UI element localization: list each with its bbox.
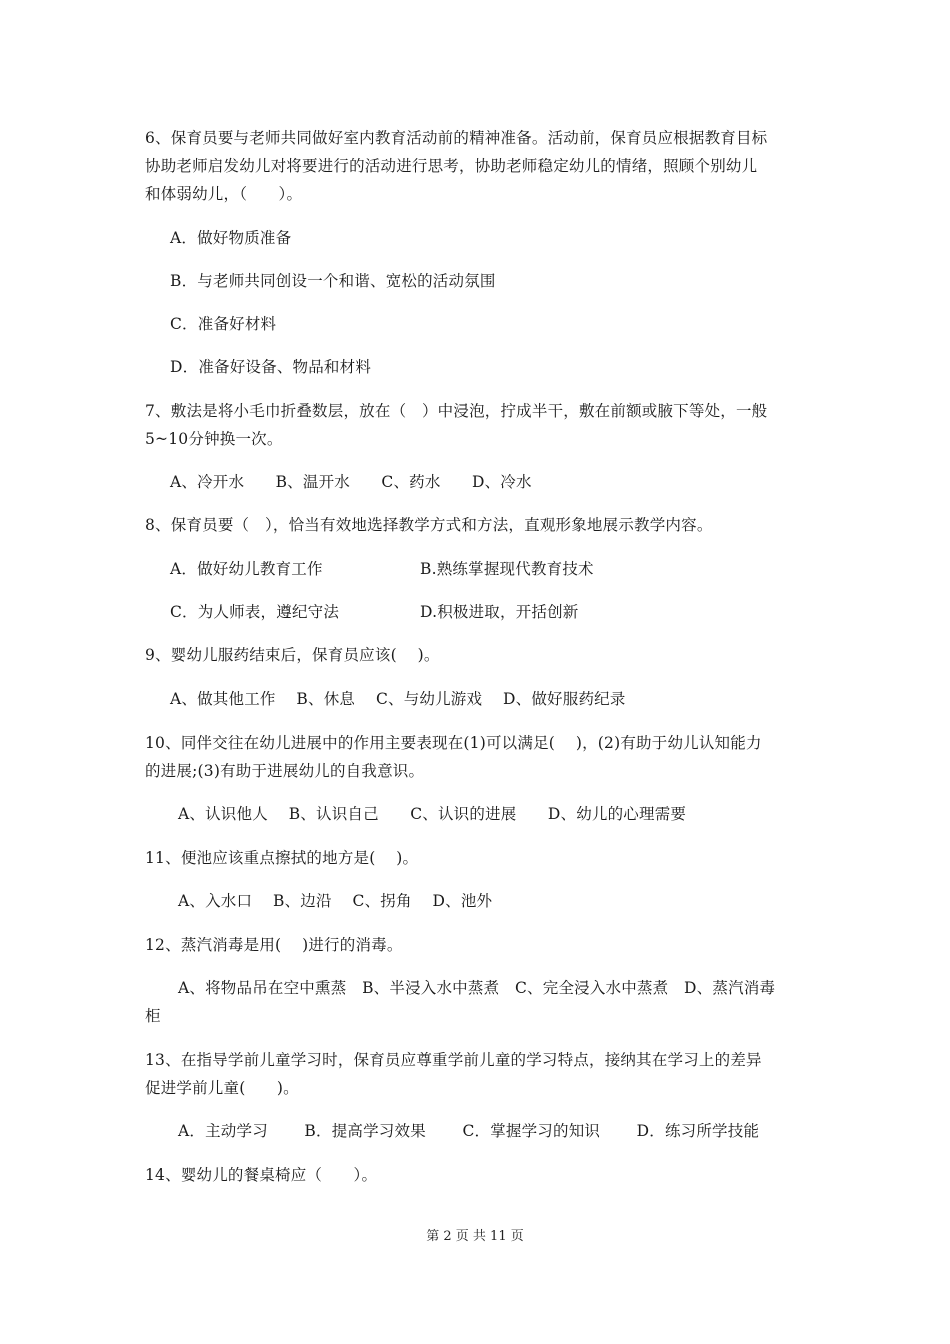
question-6-stem-line-3: 和体弱幼儿，（ ）。 (145, 185, 303, 203)
question-6-option-c: C．准备好材料 (170, 315, 277, 333)
question-13-options: A．主动学习 B．提高学习效果 C．掌握学习的知识 D．练习所学技能 (178, 1122, 760, 1140)
question-11-options: A、入水口 B、边沿 C、拐角 D、池外 (178, 892, 493, 910)
question-11-stem-line-1: 11、便池应该重点擦拭的地方是( )。 (145, 849, 419, 867)
question-9-stem-line-1: 9、婴幼儿服药结束后，保育员应该( )。 (145, 646, 440, 664)
question-13-stem-line-1: 13、在指导学前儿童学习时，保育员应尊重学前儿童的学习特点，接纳其在学习上的差异 (145, 1051, 762, 1069)
question-14-stem-line-1: 14、婴幼儿的餐桌椅应（ ）。 (145, 1166, 378, 1184)
question-8-option-d: D.积极进取，开括创新 (420, 603, 579, 621)
question-10-options: A、认识他人 B、认识自己 C、认识的进展 D、幼儿的心理需要 (178, 805, 687, 823)
question-6-stem-line-2: 协助老师启发幼儿对将要进行的活动进行思考，协助老师稳定幼儿的情绪，照顾个别幼儿 (145, 157, 758, 175)
question-8-option-a: A．做好幼儿教育工作 (170, 560, 323, 578)
question-7-stem-line-1: 7、敷法是将小毛巾折叠数层，放在（ ）中浸泡，拧成半干，敷在前额或腋下等处，一般 (145, 402, 768, 420)
question-8-option-b: B.熟练掌握现代教育技术 (420, 560, 594, 578)
question-12-stem-line-1: 12、蒸汽消毒是用( )进行的消毒。 (145, 936, 403, 954)
question-13-stem-line-2: 促进学前儿童( )。 (145, 1079, 299, 1097)
question-10-stem-line-1: 10、同伴交往在幼儿进展中的作用主要表现在(1)可以满足( )，(2)有助于幼儿认知能力 (145, 734, 762, 752)
question-8-option-c: C．为人师表，遵纪守法 (170, 603, 340, 621)
question-7-options: A、冷开水 B、温开水 C、药水 D、冷水 (170, 473, 532, 491)
question-9-options: A、做其他工作 B、休息 C、与幼儿游戏 D、做好服药纪录 (170, 690, 626, 708)
page-number-footer: 第 2 页 共 11 页 (426, 1229, 524, 1244)
question-10-stem-line-2: 的进展;(3)有助于进展幼儿的自我意识。 (145, 762, 425, 780)
question-8-stem-line-1: 8、保育员要（ ），恰当有效地选择教学方式和方法，直观形象地展示教学内容。 (145, 516, 713, 534)
question-12-options-line-1: A、将物品吊在空中熏蒸 B、半浸入水中蒸煮 C、完全浸入水中蒸煮 D、蒸汽消毒 (178, 979, 776, 997)
question-6-option-d: D．准备好设备、物品和材料 (170, 358, 372, 376)
question-12-options-line-2: 柜 (145, 1007, 161, 1025)
question-6-option-b: B．与老师共同创设一个和谐、宽松的活动氛围 (170, 272, 496, 290)
question-6-stem-line-1: 6、保育员要与老师共同做好室内教育活动前的精神准备。活动前，保育员应根据教育目标 (145, 129, 768, 147)
question-6-option-a: A．做好物质准备 (170, 229, 292, 247)
question-7-stem-line-2: 5~10分钟换一次。 (145, 430, 283, 448)
